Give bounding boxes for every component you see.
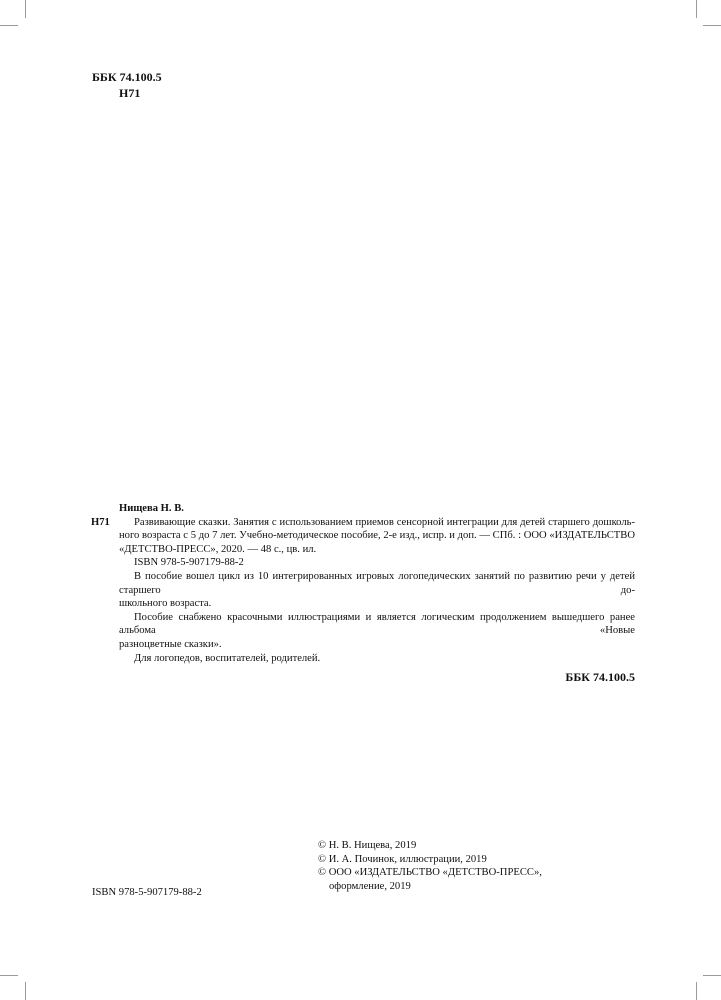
description-line: Развивающие сказки. Занятия с использованием приемов сенсорной интеграции для детей старшего дошколь- [134, 516, 635, 528]
footer-isbn: ISBN 978-5-907179-88-2 [92, 887, 202, 898]
annotation-paragraph [91, 570, 635, 611]
crop-mark-right-top [703, 25, 721, 26]
copyright-block [318, 839, 542, 893]
entry-bbk-code: ББК 74.100.5 [565, 670, 635, 685]
description-line: «ДЕТСТВО-ПРЕСС», 2020. — 48 с., цв. ил. [119, 543, 317, 555]
bibliographic-entry [91, 502, 635, 685]
crop-mark-bottom-left [25, 982, 26, 1000]
description-line: ного возраста с 5 до 7 лет. Учебно-методическое пособие, 2-е изд., испр. и доп. — СПб. : ООО «ИЗДАТЕЛЬСТВО [119, 530, 635, 542]
entry-description [91, 516, 635, 557]
copyright-continuation: оформление, 2019 [329, 880, 411, 892]
crop-mark-right-bottom [703, 975, 721, 976]
author-code: Н71 [119, 86, 141, 100]
entry-isbn: ISBN 978-5-907179-88-2 [134, 557, 244, 569]
entry-author: Нищева Н. В. [119, 503, 184, 514]
crop-mark-left-bottom [0, 975, 18, 976]
bbk-code: ББК 74.100.5 [92, 70, 162, 84]
crop-mark-top-left [25, 0, 26, 18]
crop-mark-left-top [0, 25, 18, 26]
crop-mark-top-right [696, 0, 697, 18]
copyright-line: © Н. В. Нищева, 2019 [318, 840, 417, 851]
annotation-line: разноцветные сказки». [119, 638, 222, 650]
annotation-line: школьного возраста. [119, 598, 212, 610]
entry-code: Н71 [91, 516, 110, 528]
copyright-line: © ООО «ИЗДАТЕЛЬСТВО «ДЕТСТВО-ПРЕСС», [318, 867, 542, 879]
annotation-line: Пособие снабжено красочными иллюстрациями и является логическим продолжением вышедшего ранее альбома «Новые [119, 611, 635, 637]
copyright-line: © И. А. Починок, иллюстрации, 2019 [318, 853, 487, 865]
annotation-paragraph [91, 611, 635, 652]
annotation-line: В пособие вошел цикл из 10 интегрированных игровых логопедических занятий по развитию речи у детей старшего до- [119, 570, 635, 596]
entry-audience: Для логопедов, воспитателей, родителей. [134, 652, 321, 664]
crop-mark-bottom-right [696, 982, 697, 1000]
classification-header [92, 69, 162, 101]
